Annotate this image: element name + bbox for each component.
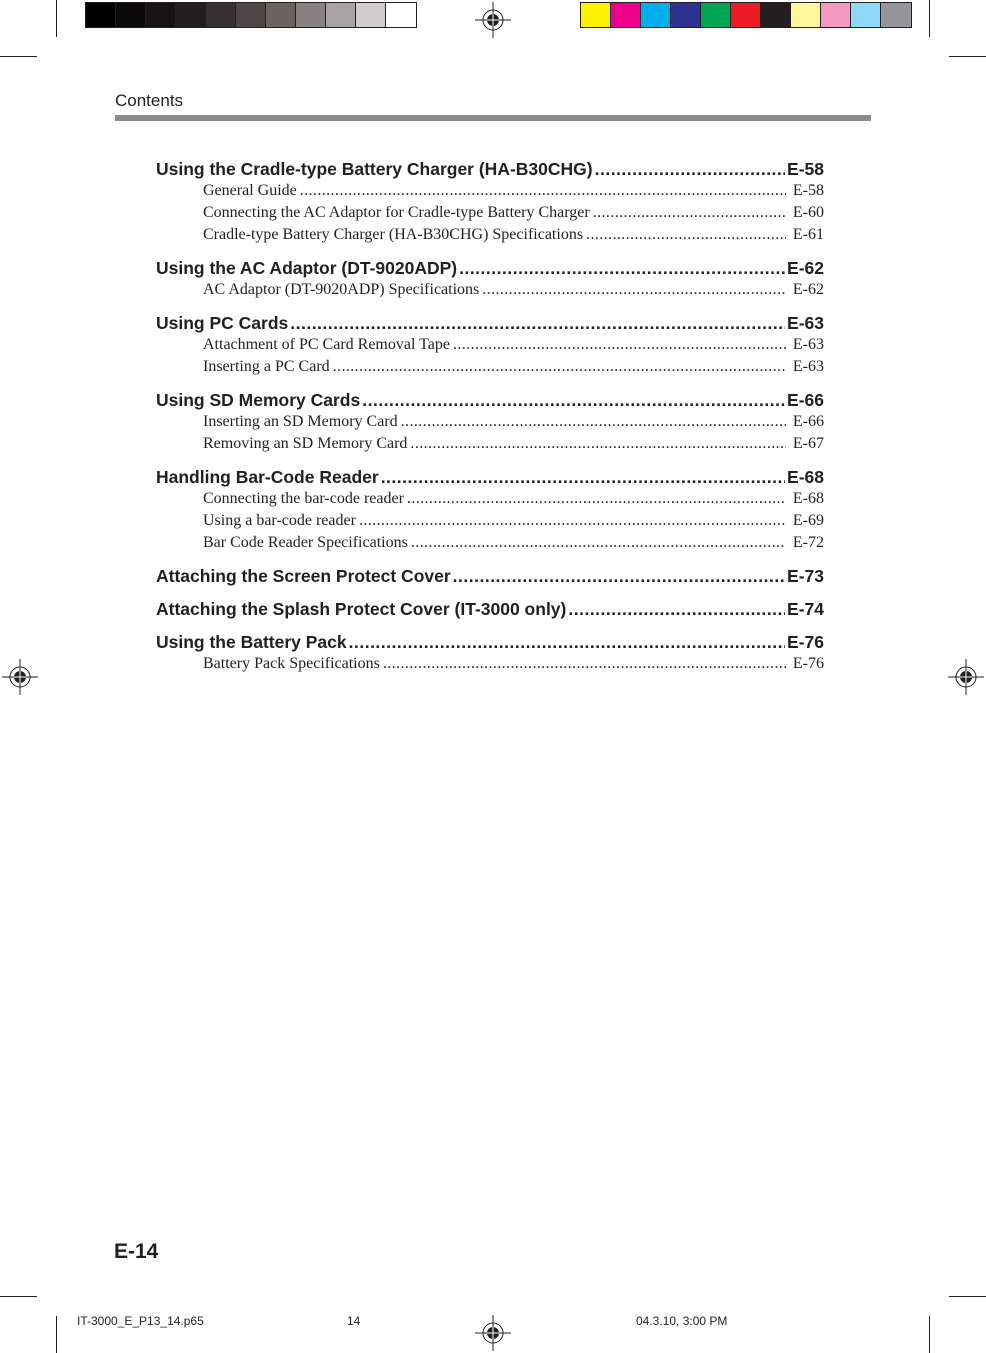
footer-filename: IT-3000_E_P13_14.p65 [77, 1314, 204, 1328]
toc-sub-page: E-72 [792, 534, 824, 551]
toc-sub-entry[interactable] [156, 224, 824, 246]
toc-sub-page: E-69 [792, 512, 824, 529]
grayscale-color-bar [85, 2, 417, 28]
leader-dots [349, 631, 785, 653]
registration-mark-icon [473, 0, 513, 40]
gray-swatch [356, 3, 386, 27]
toc-main-entry[interactable] [156, 565, 824, 587]
toc-section [156, 598, 824, 620]
toc-main-page: E-76 [787, 632, 824, 652]
toc-sub-entry[interactable] [156, 653, 824, 675]
toc-sub-page: E-63 [792, 336, 824, 353]
toc-main-entry[interactable] [156, 158, 824, 180]
leader-dots [595, 158, 785, 180]
toc-sub-title: Cradle-type Battery Charger (HA-B30CHG) Specifications [203, 226, 584, 243]
toc-sub-title: Connecting the bar-code reader [203, 490, 404, 507]
toc-main-title: Attaching the Splash Protect Cover (IT-3000 only) [156, 599, 567, 619]
toc-main-page: E-62 [787, 258, 824, 278]
toc-main-page: E-74 [787, 599, 824, 619]
toc-main-page: E-58 [787, 159, 824, 179]
toc-sub-entry[interactable] [156, 202, 824, 224]
registration-mark-icon [946, 657, 986, 697]
toc-main-entry[interactable] [156, 312, 824, 334]
toc-main-entry[interactable] [156, 631, 824, 653]
toc-section [156, 466, 824, 554]
leader-dots [333, 356, 786, 378]
toc-sub-entry[interactable] [156, 532, 824, 554]
toc-sub-entry[interactable] [156, 279, 824, 301]
toc-sub-page: E-66 [792, 413, 824, 430]
process-color-swatch [761, 3, 791, 27]
leader-dots [407, 488, 786, 510]
process-color-bar [580, 2, 912, 28]
toc-main-title: Using SD Memory Cards [156, 390, 361, 410]
process-color-swatch [821, 3, 851, 27]
toc-sub-entry[interactable] [156, 334, 824, 356]
toc-sub-title: Battery Pack Specifications [203, 655, 380, 672]
gray-swatch [326, 3, 356, 27]
toc-sub-title: Attachment of PC Card Removal Tape [203, 336, 450, 353]
toc-sub-title: General Guide [203, 182, 297, 199]
toc-main-title: Using PC Cards [156, 313, 289, 333]
toc-main-page: E-73 [787, 566, 824, 586]
gray-swatch [386, 3, 416, 27]
toc-sub-entry[interactable] [156, 356, 824, 378]
footer-timestamp: 04.3.10, 3:00 PM [636, 1314, 728, 1328]
toc-section [156, 389, 824, 455]
leader-dots [593, 202, 786, 224]
process-color-swatch [731, 3, 761, 27]
leader-dots [362, 389, 785, 411]
toc-section [156, 631, 824, 675]
toc-main-title: Using the Battery Pack [156, 632, 347, 652]
toc-sub-title: AC Adaptor (DT-9020ADP) Specifications [203, 281, 480, 298]
toc-sub-page: E-61 [792, 226, 824, 243]
leader-dots [453, 565, 785, 587]
leader-dots [410, 433, 785, 455]
gray-swatch [176, 3, 206, 27]
toc-main-page: E-63 [787, 313, 824, 333]
toc-main-title: Using the AC Adaptor (DT-9020ADP) [156, 258, 458, 278]
leader-dots [453, 334, 786, 356]
toc-section [156, 257, 824, 301]
gray-swatch [146, 3, 176, 27]
toc-sub-page: E-62 [792, 281, 824, 298]
toc-sub-title: Removing an SD Memory Card [203, 435, 408, 452]
registration-mark-icon [473, 1313, 513, 1353]
leader-dots [383, 653, 786, 675]
gray-swatch [296, 3, 326, 27]
footer-page: 14 [347, 1314, 361, 1328]
toc-sub-entry[interactable] [156, 510, 824, 532]
leader-dots [290, 312, 785, 334]
process-color-swatch [791, 3, 821, 27]
toc-sub-entry[interactable] [156, 433, 824, 455]
process-color-swatch [671, 3, 701, 27]
toc-sub-title: Bar Code Reader Specifications [203, 534, 408, 551]
toc-sub-title: Inserting a PC Card [203, 358, 330, 375]
toc-sub-title: Inserting an SD Memory Card [203, 413, 398, 430]
toc-sub-page: E-68 [792, 490, 824, 507]
toc-sub-page: E-60 [792, 204, 824, 221]
gray-swatch [116, 3, 146, 27]
toc-main-entry[interactable] [156, 257, 824, 279]
process-color-swatch [701, 3, 731, 27]
toc-main-entry[interactable] [156, 598, 824, 620]
process-color-swatch [581, 3, 611, 27]
toc-sub-title: Using a bar-code reader [203, 512, 356, 529]
toc-sub-entry[interactable] [156, 411, 824, 433]
toc-main-title: Using the Cradle-type Battery Charger (HA-B30CHG) [156, 159, 593, 179]
toc-sub-title: Connecting the AC Adaptor for Cradle-type Battery Charger [203, 204, 590, 221]
process-color-swatch [641, 3, 671, 27]
process-color-swatch [881, 3, 911, 27]
leader-dots [381, 466, 785, 488]
header-rule [115, 115, 871, 121]
toc-sub-page: E-67 [792, 435, 824, 452]
gray-swatch [236, 3, 266, 27]
process-color-swatch [611, 3, 641, 27]
leader-dots [482, 279, 786, 301]
toc-sub-entry[interactable] [156, 180, 824, 202]
table-of-contents [156, 158, 824, 686]
leader-dots [300, 180, 786, 202]
toc-sub-page: E-76 [792, 655, 824, 672]
gray-swatch [206, 3, 236, 27]
leader-dots [586, 224, 786, 246]
registration-mark-icon [0, 657, 40, 697]
gray-swatch [266, 3, 296, 27]
leader-dots [411, 532, 786, 554]
leader-dots [359, 510, 786, 532]
leader-dots [568, 598, 785, 620]
toc-sub-page: E-63 [792, 358, 824, 375]
toc-main-entry[interactable] [156, 466, 824, 488]
toc-section [156, 312, 824, 378]
leader-dots [401, 411, 786, 433]
toc-sub-page: E-58 [792, 182, 824, 199]
toc-section [156, 565, 824, 587]
toc-main-entry[interactable] [156, 389, 824, 411]
toc-section [156, 158, 824, 246]
process-color-swatch [851, 3, 881, 27]
leader-dots [459, 257, 785, 279]
page-header-title: Contents [115, 91, 184, 110]
toc-main-title: Handling Bar-Code Reader [156, 467, 379, 487]
page-number: E-14 [114, 1240, 159, 1263]
toc-main-page: E-66 [787, 390, 824, 410]
toc-main-page: E-68 [787, 467, 824, 487]
toc-main-title: Attaching the Screen Protect Cover [156, 566, 451, 586]
gray-swatch [86, 3, 116, 27]
toc-sub-entry[interactable] [156, 488, 824, 510]
